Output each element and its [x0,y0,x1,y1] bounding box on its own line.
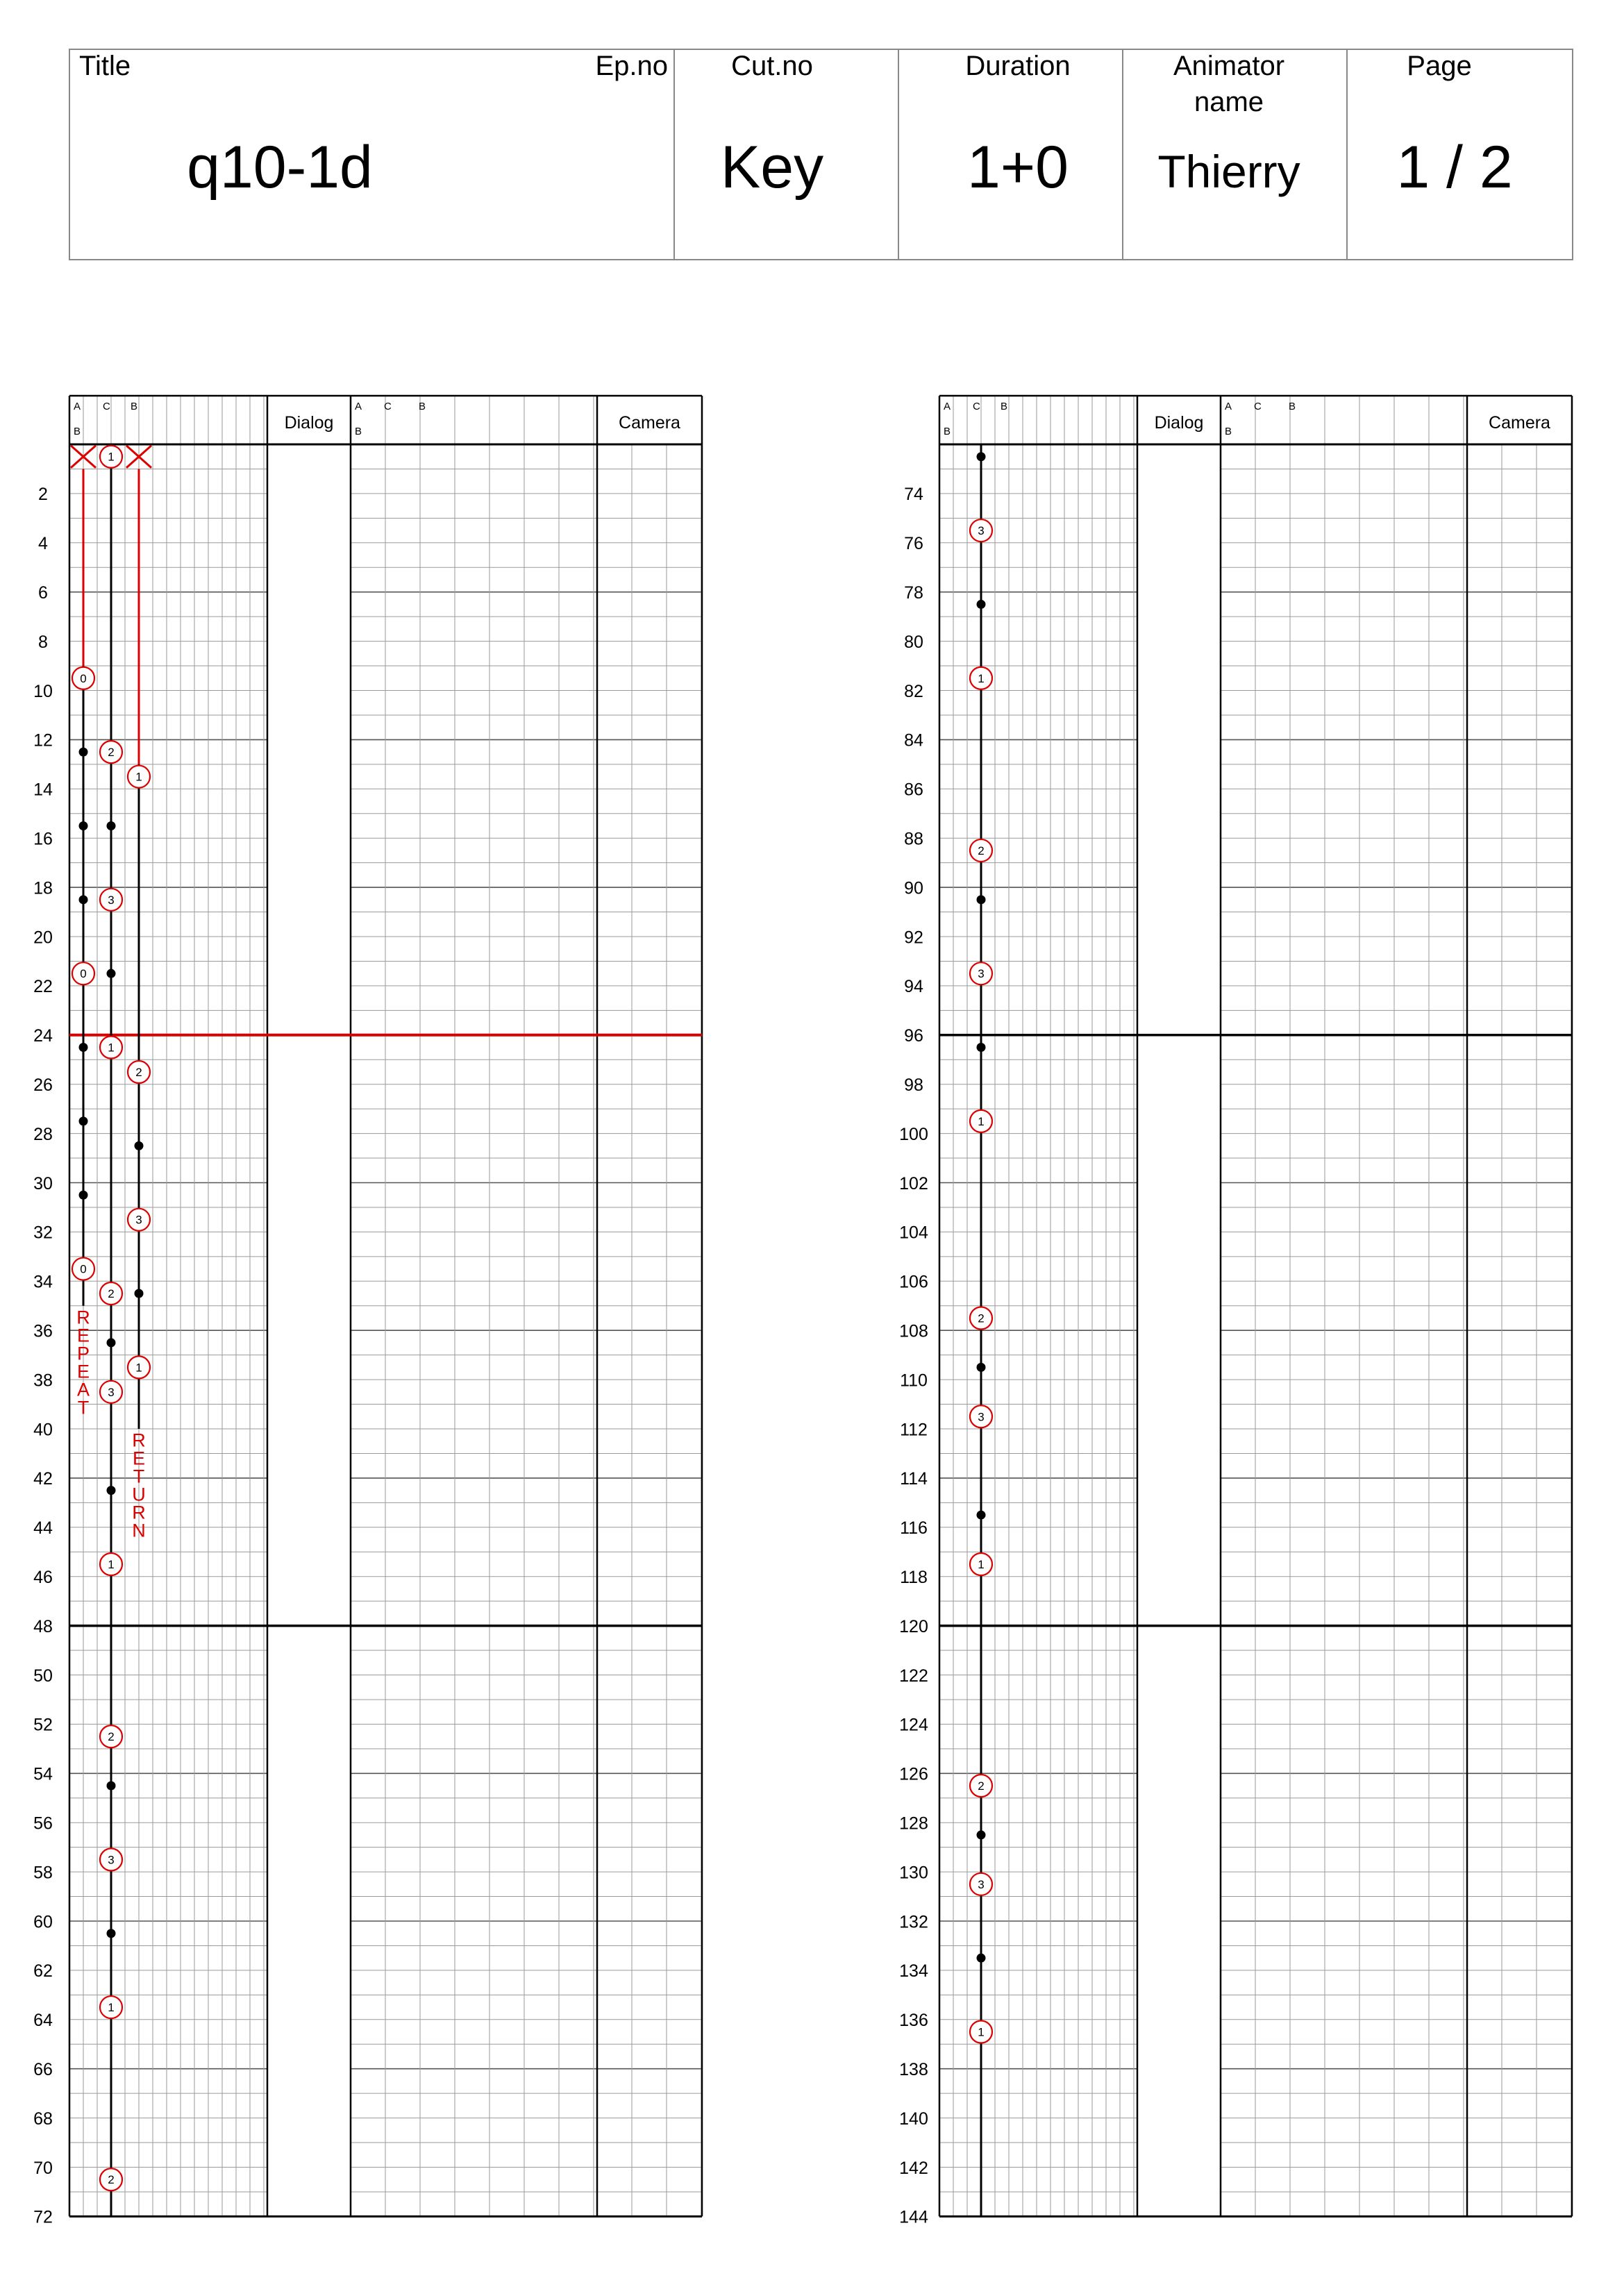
frame-number: 128 [899,1813,928,1834]
frame-number: 14 [33,780,53,800]
frame-number: 64 [33,2011,53,2031]
frame-number: 16 [33,829,53,849]
track-b-key-label[interactable]: 3 [135,1213,142,1227]
frame-number: 26 [33,1075,53,1095]
frame-number: 4 [38,534,48,554]
frame-number: 116 [900,1518,928,1539]
frame-number: 62 [33,1961,53,1981]
repeat-annotation: R [76,1307,90,1328]
return-annotation: R [132,1430,146,1451]
page-label: Page [1407,51,1472,81]
frame-number: 100 [899,1124,928,1144]
frame-number: 44 [33,1518,53,1539]
track-b-key-label[interactable]: 1 [135,770,142,784]
frame-number: 98 [904,1075,923,1095]
track-c-key-label[interactable]: 2 [978,1312,985,1325]
dialog-header: Dialog [1154,413,1204,433]
track-c-key-label[interactable]: 2 [978,1779,985,1793]
frame-number: 94 [904,977,923,997]
cut-no-label: Cut.no [731,51,813,81]
track-b-inbetween-dot[interactable] [135,1289,144,1298]
frame-number: 138 [899,2059,928,2079]
track-c-key-label[interactable]: 3 [108,1385,115,1399]
column-header-b-sub: B [355,426,362,437]
duration-value[interactable]: 1+0 [967,134,1069,201]
track-c-key-label[interactable]: 3 [978,1877,985,1891]
frame-number: 96 [904,1026,923,1046]
return-annotation: R [132,1502,146,1523]
track-c-inbetween-dot[interactable] [107,1782,116,1791]
frame-number: 104 [899,1223,928,1243]
column-header-b-sub: B [74,426,81,437]
frame-number: 132 [899,1912,928,1932]
track-a-inbetween-dot[interactable] [79,1043,88,1052]
camera-header: Camera [619,413,680,433]
column-header-b-sub: B [1225,426,1232,437]
frame-number: 34 [33,1272,53,1292]
frame-number: 130 [899,1863,928,1883]
frame-number: 120 [899,1616,928,1636]
frame-number: 110 [900,1371,928,1391]
track-c-key-label[interactable]: 1 [108,1557,115,1571]
track-c-key-label[interactable]: 3 [978,967,985,981]
column-header-b: B [131,401,138,412]
track-c-key-label[interactable]: 2 [108,1730,115,1744]
track-c-inbetween-dot[interactable] [977,600,986,609]
frame-number: 2 [38,485,48,505]
camera-header: Camera [1489,413,1550,433]
frame-number: 30 [33,1173,53,1193]
frame-number: 82 [904,681,923,701]
frame-number: 46 [33,1567,53,1587]
frame-number: 136 [899,2011,928,2031]
track-c-key-label[interactable]: 3 [108,1853,115,1867]
dialog-header: Dialog [284,413,334,433]
frame-number: 84 [904,730,923,751]
frame-number: 68 [33,2109,53,2129]
frame-number: 92 [904,928,923,948]
animator-label-line2: name [1194,87,1264,117]
frame-number: 144 [899,2207,928,2227]
return-annotation: N [132,1520,146,1541]
track-a-inbetween-dot[interactable] [79,895,88,904]
column-header-a: A [74,401,81,412]
frame-number: 24 [33,1026,53,1046]
frame-number: 90 [904,878,923,898]
page-value[interactable]: 1 / 2 [1396,134,1513,201]
frame-number: 106 [899,1272,928,1292]
track-a-inbetween-dot[interactable] [79,1191,88,1200]
frame-number: 112 [900,1420,928,1440]
track-c-inbetween-dot[interactable] [977,1511,986,1520]
track-c-key-label[interactable]: 1 [108,2001,115,2015]
repeat-annotation: P [76,1343,90,1364]
column-header-c: C [103,401,110,412]
track-c-key-label[interactable]: 3 [108,893,115,907]
track-c-inbetween-dot[interactable] [107,821,116,830]
animator-label-line1: Animator [1173,51,1285,81]
frame-number: 78 [904,583,923,603]
animator-value[interactable]: Thierry [1157,146,1300,197]
track-c-inbetween-dot[interactable] [977,1830,986,1839]
frame-number: 42 [33,1469,53,1489]
frame-number: 76 [904,534,923,554]
frame-number: 48 [33,1616,53,1636]
track-c-inbetween-dot[interactable] [977,452,986,461]
column-header-b: B [1001,401,1008,412]
return-annotation: E [132,1448,146,1469]
frame-number: 72 [33,2207,53,2227]
track-c-key-label[interactable]: 3 [978,524,985,538]
track-c-inbetween-dot[interactable] [977,1043,986,1052]
frame-number: 50 [33,1666,53,1686]
frame-number: 74 [904,485,923,505]
column-header-c: C [384,401,392,412]
cut-no-value[interactable]: Key [720,134,824,201]
frame-number: 52 [33,1715,53,1735]
frame-number: 134 [899,1961,928,1981]
column-header-b: B [419,401,426,412]
track-c-key-label[interactable]: 1 [978,671,985,685]
track-a-inbetween-dot[interactable] [79,821,88,830]
track-c-key-label[interactable]: 1 [978,2025,985,2039]
repeat-annotation: T [77,1397,90,1418]
frame-number: 86 [904,780,923,800]
track-c-key-label[interactable]: 1 [108,1041,115,1055]
frame-number: 22 [33,977,53,997]
frame-number: 124 [899,1715,928,1735]
track-c-inbetween-dot[interactable] [107,1338,116,1347]
track-c-inbetween-dot[interactable] [977,1363,986,1372]
frame-number: 58 [33,1863,53,1883]
repeat-annotation: A [76,1379,90,1400]
track-c-key-label[interactable]: 1 [978,1114,985,1128]
track-c-key-label[interactable]: 2 [108,746,115,760]
title-value[interactable]: q10-1d [187,134,373,201]
frame-number: 18 [33,878,53,898]
frame-number: 108 [899,1321,928,1341]
frame-number: 32 [33,1223,53,1243]
frame-number: 70 [33,2158,53,2178]
frame-number: 36 [33,1321,53,1341]
return-annotation: U [132,1484,146,1505]
track-c-key-label[interactable]: 1 [978,1557,985,1571]
frame-number: 20 [33,928,53,948]
frame-number: 6 [38,583,48,603]
track-c-key-label[interactable]: 2 [108,2173,115,2187]
track-c-inbetween-dot[interactable] [107,1929,116,1938]
frame-number: 38 [33,1371,53,1391]
frame-number: 140 [899,2109,928,2129]
frame-number: 8 [38,632,48,652]
column-header-a: A [1225,401,1232,412]
track-a-inbetween-dot[interactable] [79,748,88,757]
frame-number: 54 [33,1764,53,1784]
frame-number: 56 [33,1813,53,1834]
column-header-a: A [944,401,951,412]
column-header-a: A [355,401,362,412]
track-c-inbetween-dot[interactable] [977,1954,986,1963]
track-b-key-label[interactable]: 1 [135,1361,142,1375]
track-c-key-label[interactable]: 2 [108,1287,115,1301]
track-c-key-label[interactable]: 2 [978,844,985,857]
title-label: Title [79,51,131,81]
column-header-b: B [1289,401,1296,412]
column-header-c: C [973,401,980,412]
repeat-annotation: E [76,1325,90,1346]
frame-number: 88 [904,829,923,849]
frame-number: 12 [33,730,53,751]
frame-number: 102 [899,1173,928,1193]
column-header-b-sub: B [944,426,951,437]
track-c-key-label[interactable]: 1 [108,450,115,464]
track-a-key-label[interactable]: 0 [80,671,87,685]
frame-number: 118 [900,1567,928,1587]
track-a-inbetween-dot[interactable] [79,1116,88,1125]
frame-number: 122 [899,1666,928,1686]
repeat-annotation: E [76,1361,90,1382]
frame-number: 114 [900,1469,928,1489]
frame-number: 28 [33,1124,53,1144]
track-b-key-label[interactable]: 2 [135,1065,142,1079]
frame-number: 40 [33,1420,53,1440]
track-b-inbetween-dot[interactable] [135,1141,144,1150]
track-a-key-label[interactable]: 0 [80,1262,87,1276]
ep-no-label: Ep.no [595,51,668,81]
frame-number: 142 [899,2158,928,2178]
column-header-c: C [1254,401,1262,412]
frame-number: 66 [33,2059,53,2079]
frame-number: 80 [904,632,923,652]
frame-number: 60 [33,1912,53,1932]
return-annotation: T [133,1466,145,1487]
track-c-inbetween-dot[interactable] [977,895,986,904]
track-a-key-label[interactable]: 0 [80,967,87,981]
track-c-inbetween-dot[interactable] [107,969,116,978]
frame-number: 10 [33,681,53,701]
track-c-inbetween-dot[interactable] [107,1486,116,1495]
frame-number: 126 [899,1764,928,1784]
duration-label: Duration [965,51,1071,81]
track-c-key-label[interactable]: 3 [978,1410,985,1424]
